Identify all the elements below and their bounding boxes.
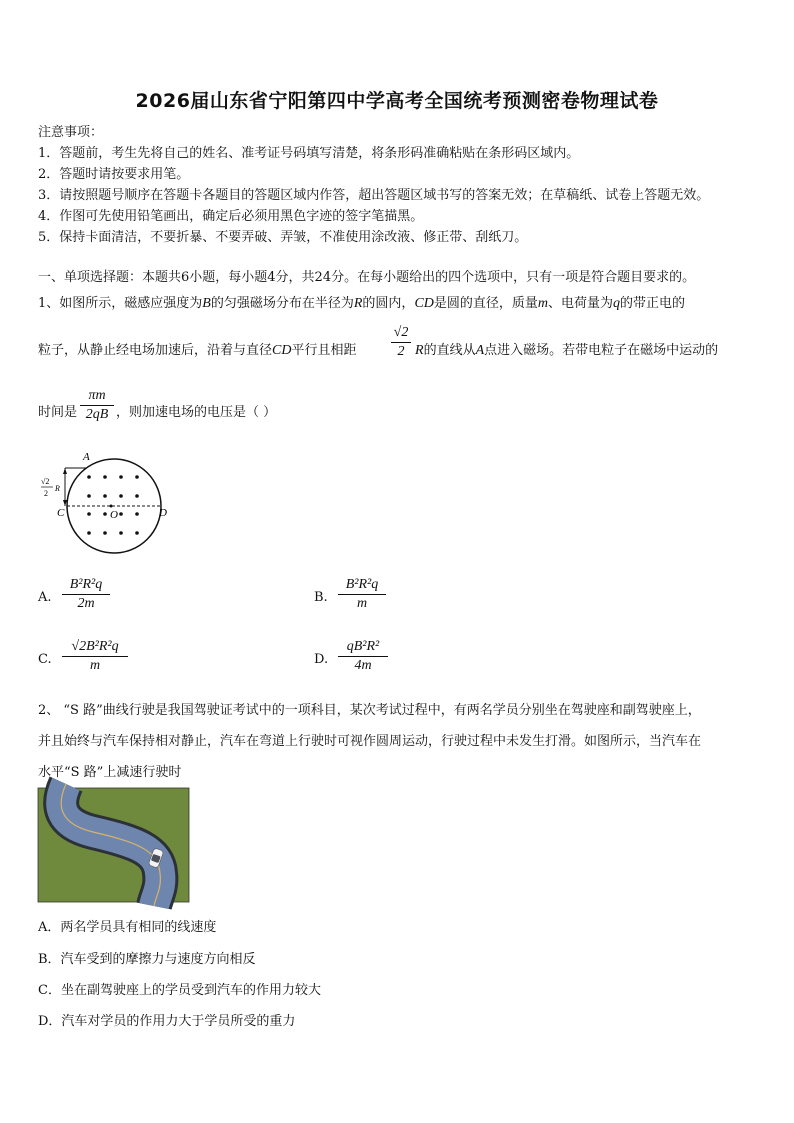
label-d: D <box>159 507 167 519</box>
q1-line-3-part-b: ，则加速电场的电压是（ ） <box>116 405 277 420</box>
q1-line-3-part-a: 时间是 <box>38 405 78 420</box>
q2-option-a: A．两名学员具有相同的线速度 <box>38 920 217 935</box>
note-item-4: 4．作图可先使用铅笔画出，确定后必须用黑色字迹的签字笔描黑。 <box>38 209 424 224</box>
q2-line-2: 并且始终与汽车保持相对静止，汽车在弯道上行驶时可视作圆周运动，行驶过程中未发生打滑。如图所示，当汽车在 <box>38 734 702 749</box>
note-item-3: 3．请按照题号顺序在答题卡各题目的答题区域内作答，超出答题区域书写的答案无效；在草稿纸、试卷上答题无效。 <box>38 188 710 203</box>
q2-line-3: 水平“S 路”上减速行驶时 <box>38 765 182 780</box>
label-a: A <box>83 451 90 463</box>
field-dots <box>87 475 139 535</box>
q1-option-d-letter: D. <box>314 652 329 667</box>
dim-den: 2 <box>44 489 48 498</box>
q1-option-c-letter: C. <box>38 652 52 667</box>
q2-option-c: C．坐在副驾驶座上的学员受到汽车的作用力较大 <box>38 983 321 998</box>
q2-line-1: 2、 “S 路”曲线行驶是我国驾驶证考试中的一项科目，某次考试过程中，有两名学员分别坐在驾驶座和副驾驶座上， <box>38 703 701 718</box>
q2-option-d: D．汽车对学员的作用力大于学员所受的重力 <box>38 1014 296 1029</box>
q1-line-1: 1、如图所示，磁感应强度为B的匀强磁场分布在半径为R的圆内，CD是圆的直径，质量m、电荷量为q的带正电的 <box>38 296 686 311</box>
q1-line-2-part-a: 粒子，从静止经电场加速后，沿着与直径CD平行且相距 <box>38 343 357 358</box>
q1-option-b-letter: B. <box>314 590 328 605</box>
dim-r: R <box>55 484 60 493</box>
q2-option-b: B．汽车受到的摩擦力与速度方向相反 <box>38 952 256 967</box>
section-heading: 一、单项选择题：本题共6小题，每小题4分，共24分。在每小题给出的四个选项中，只有一项是符合题目要求的。 <box>38 270 696 285</box>
q1-line-2-part-b: R的直线从A点进入磁场。若带电粒子在磁场中运动的 <box>415 343 719 358</box>
note-item-2: 2．答题时请按要求用笔。 <box>38 167 190 182</box>
q1-magnetic-field-figure <box>36 448 166 556</box>
label-c: C <box>57 507 65 519</box>
q1-distance-fraction: √2 2 <box>391 325 411 360</box>
q1-time-fraction: πm 2qB <box>80 388 114 423</box>
dim-num: √2 <box>41 477 50 486</box>
s-road-image <box>38 788 189 902</box>
q1-option-c-formula: √2B²R²q m <box>62 639 128 674</box>
page-title: 2026届山东省宁阳第四中学高考全国统考预测密卷物理试卷 <box>135 90 659 112</box>
label-o: O <box>110 509 118 521</box>
q1-option-a-formula: B²R²q 2m <box>62 577 110 612</box>
q1-option-b-formula: B²R²q m <box>338 577 386 612</box>
note-item-1: 1．答题前，考生先将自己的姓名、准考证号码填写清楚，将条形码准确粘贴在条形码区域内。 <box>38 146 580 161</box>
q1-option-a-letter: A. <box>38 590 52 605</box>
q1-option-d-formula: qB²R² 4m <box>338 639 388 674</box>
note-item-5: 5．保持卡面清洁，不要折暴、不要弄破、弄皱，不准使用涂改液、修正带、刮纸刀。 <box>38 230 528 245</box>
notes-heading: 注意事项： <box>38 125 104 140</box>
